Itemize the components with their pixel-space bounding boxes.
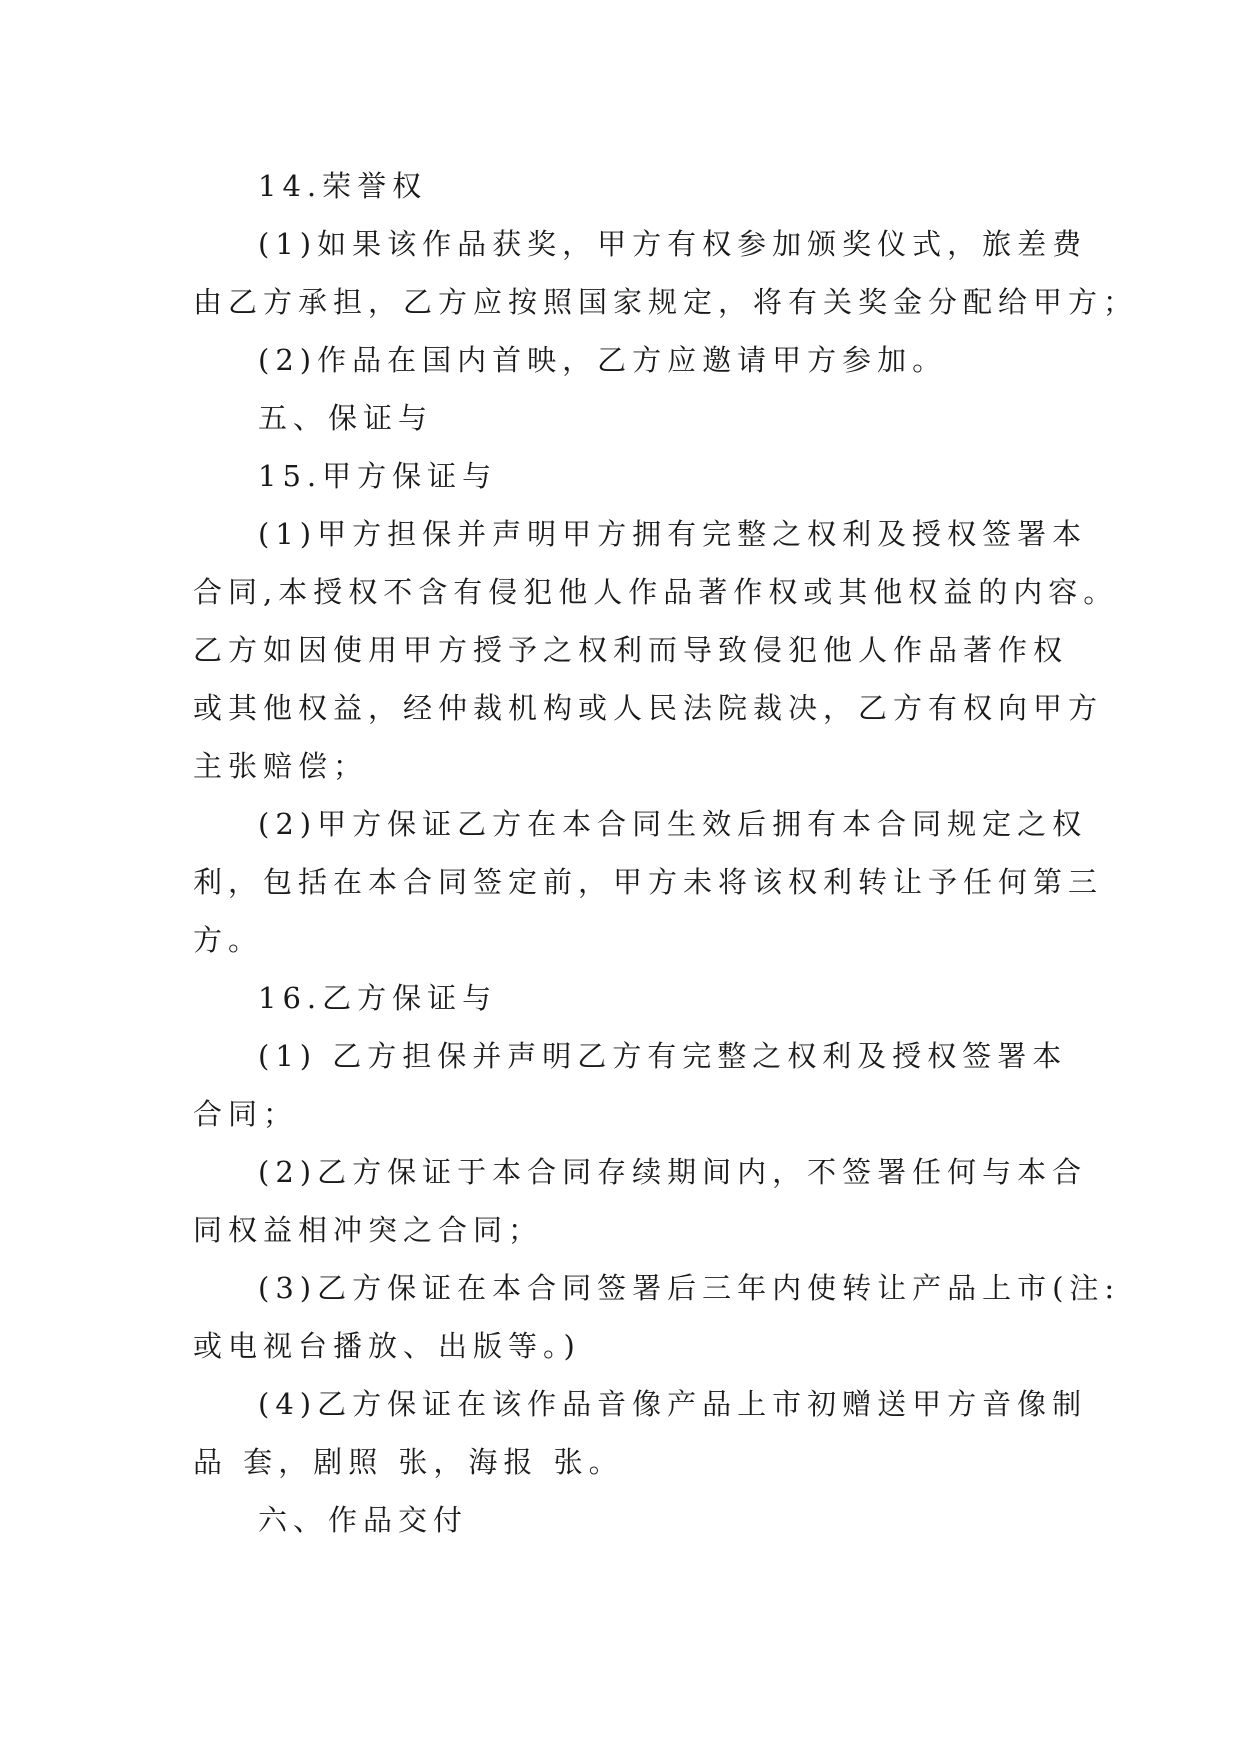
paragraph-line: (2)甲方保证乙方在本合同生效后拥有本合同规定之权 <box>258 807 1088 841</box>
paragraph-line: (1)如果该作品获奖，甲方有权参加颁奖仪式，旅差费 <box>258 227 1088 261</box>
paragraph-line: 主张赔偿； <box>193 749 369 783</box>
paragraph-line: 同权益相冲突之合同； <box>193 1213 544 1247</box>
paragraph-line: (4)乙方保证在该作品音像产品上市初赠送甲方音像制 <box>258 1387 1088 1421</box>
section-14-heading: 14.荣誉权 <box>258 169 428 203</box>
paragraph-line: 方。 <box>193 923 264 957</box>
paragraph-line: (2)乙方保证于本合同存续期间内，不签署任何与本合 <box>258 1155 1088 1189</box>
paragraph-line: (3)乙方保证在本合同签署后三年内使转让产品上市(注: <box>258 1271 1121 1305</box>
paragraph-line: (2)作品在国内首映，乙方应邀请甲方参加。 <box>258 343 948 377</box>
paragraph-line: 乙方如因使用甲方授予之权利而导致侵犯他人作品著作权 <box>193 633 1069 667</box>
paragraph-line: (1)甲方担保并声明甲方拥有完整之权利及授权签署本 <box>258 517 1088 551</box>
section-15-heading: 15.甲方保证与 <box>258 459 498 493</box>
paragraph-line: 品 套，剧照 张，海报 张。 <box>193 1445 624 1479</box>
paragraph-line: 由乙方承担，乙方应按照国家规定，将有关奖金分配给甲方； <box>193 285 1139 319</box>
section-16-heading: 16.乙方保证与 <box>258 981 498 1015</box>
chapter-6-heading: 六、作品交付 <box>258 1503 469 1537</box>
chapter-5-heading: 五、保证与 <box>258 401 434 435</box>
paragraph-line: 或其他权益，经仲裁机构或人民法院裁决，乙方有权向甲方 <box>193 691 1104 725</box>
paragraph-line: 合同,本授权不含有侵犯他人作品著作权或其他权益的内容。 <box>193 575 1119 609</box>
paragraph-line: 利，包括在本合同签定前，甲方未将该权利转让予任何第三 <box>193 865 1104 899</box>
paragraph-line: 或电视台播放、出版等。) <box>193 1329 581 1363</box>
paragraph-line: (1) 乙方担保并声明乙方有完整之权利及授权签署本 <box>258 1039 1068 1073</box>
paragraph-line: 合同； <box>193 1097 299 1131</box>
